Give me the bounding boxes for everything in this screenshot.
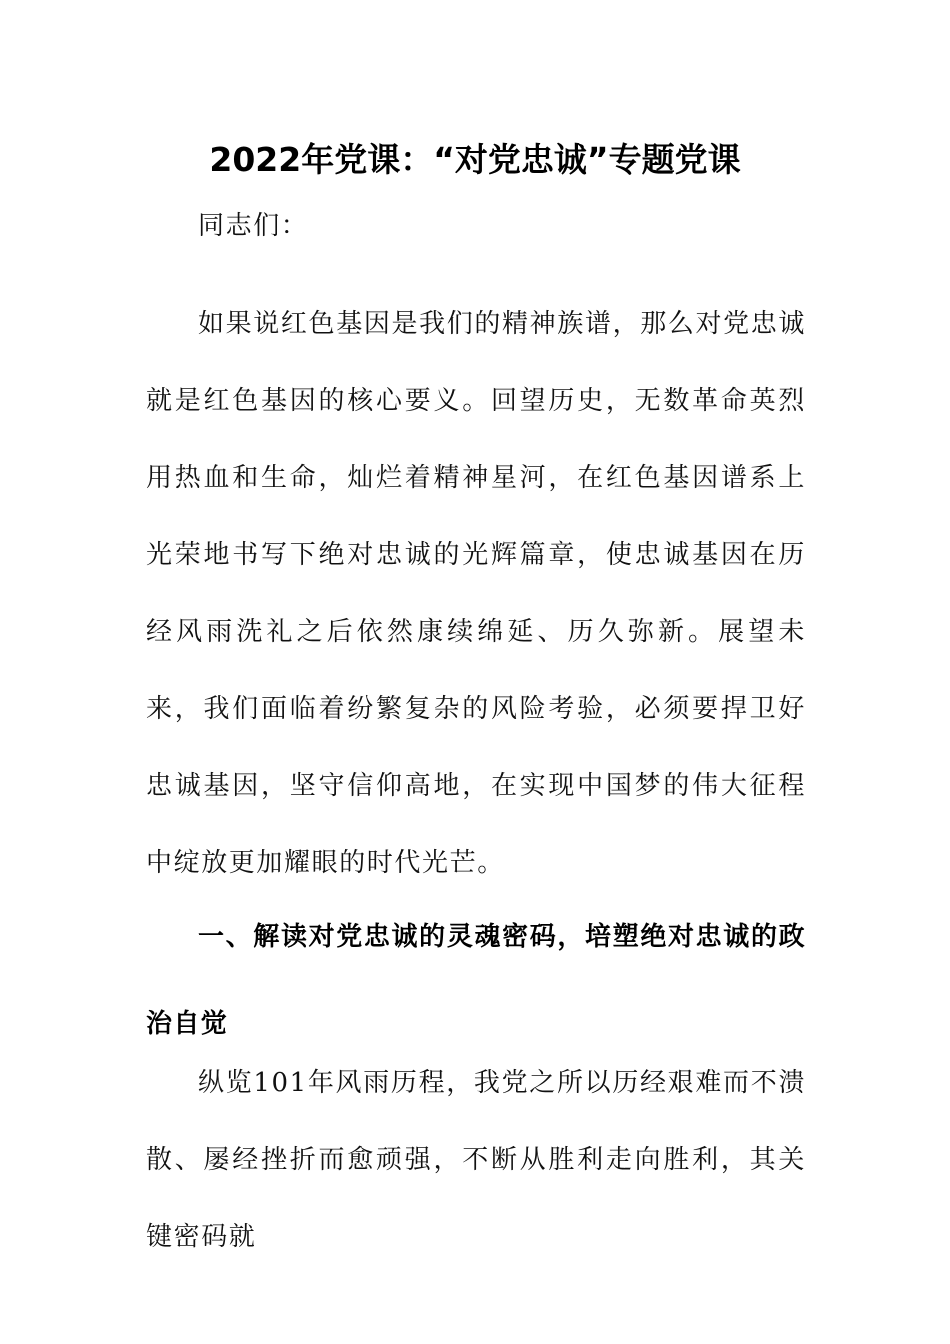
document-title: 2022年党课：“对党忠诚”专题党课 — [209, 140, 741, 179]
salutation: 同志们： — [198, 211, 309, 241]
paragraph-section-1: 纵览101年风雨历程，我党之所以历经艰难而不溃散、屡经挫折而愈顽强，不断从胜利走向胜利，其关键密码就 — [146, 1068, 806, 1252]
section-heading-1: 一、解读对党忠诚的灵魂密码，培塑绝对忠诚的政治自觉 — [146, 922, 806, 1039]
paragraph-intro: 如果说红色基因是我们的精神族谱，那么对党忠诚就是红色基因的核心要义。回望历史，无数革命英烈用热血和生命，灿烂着精神星河，在红色基因谱系上光荣地书写下绝对忠诚的光辉篇章，使忠诚基因在历经风雨洗礼之后依然康续绵延、历久弥新。展望未来，我们面临着纷繁复杂的风险考验，必须要捍卫好忠诚基因，坚守信仰高地，在实现中国梦的伟大征程中绽放更加耀眼的时代光芒。 — [146, 309, 806, 878]
